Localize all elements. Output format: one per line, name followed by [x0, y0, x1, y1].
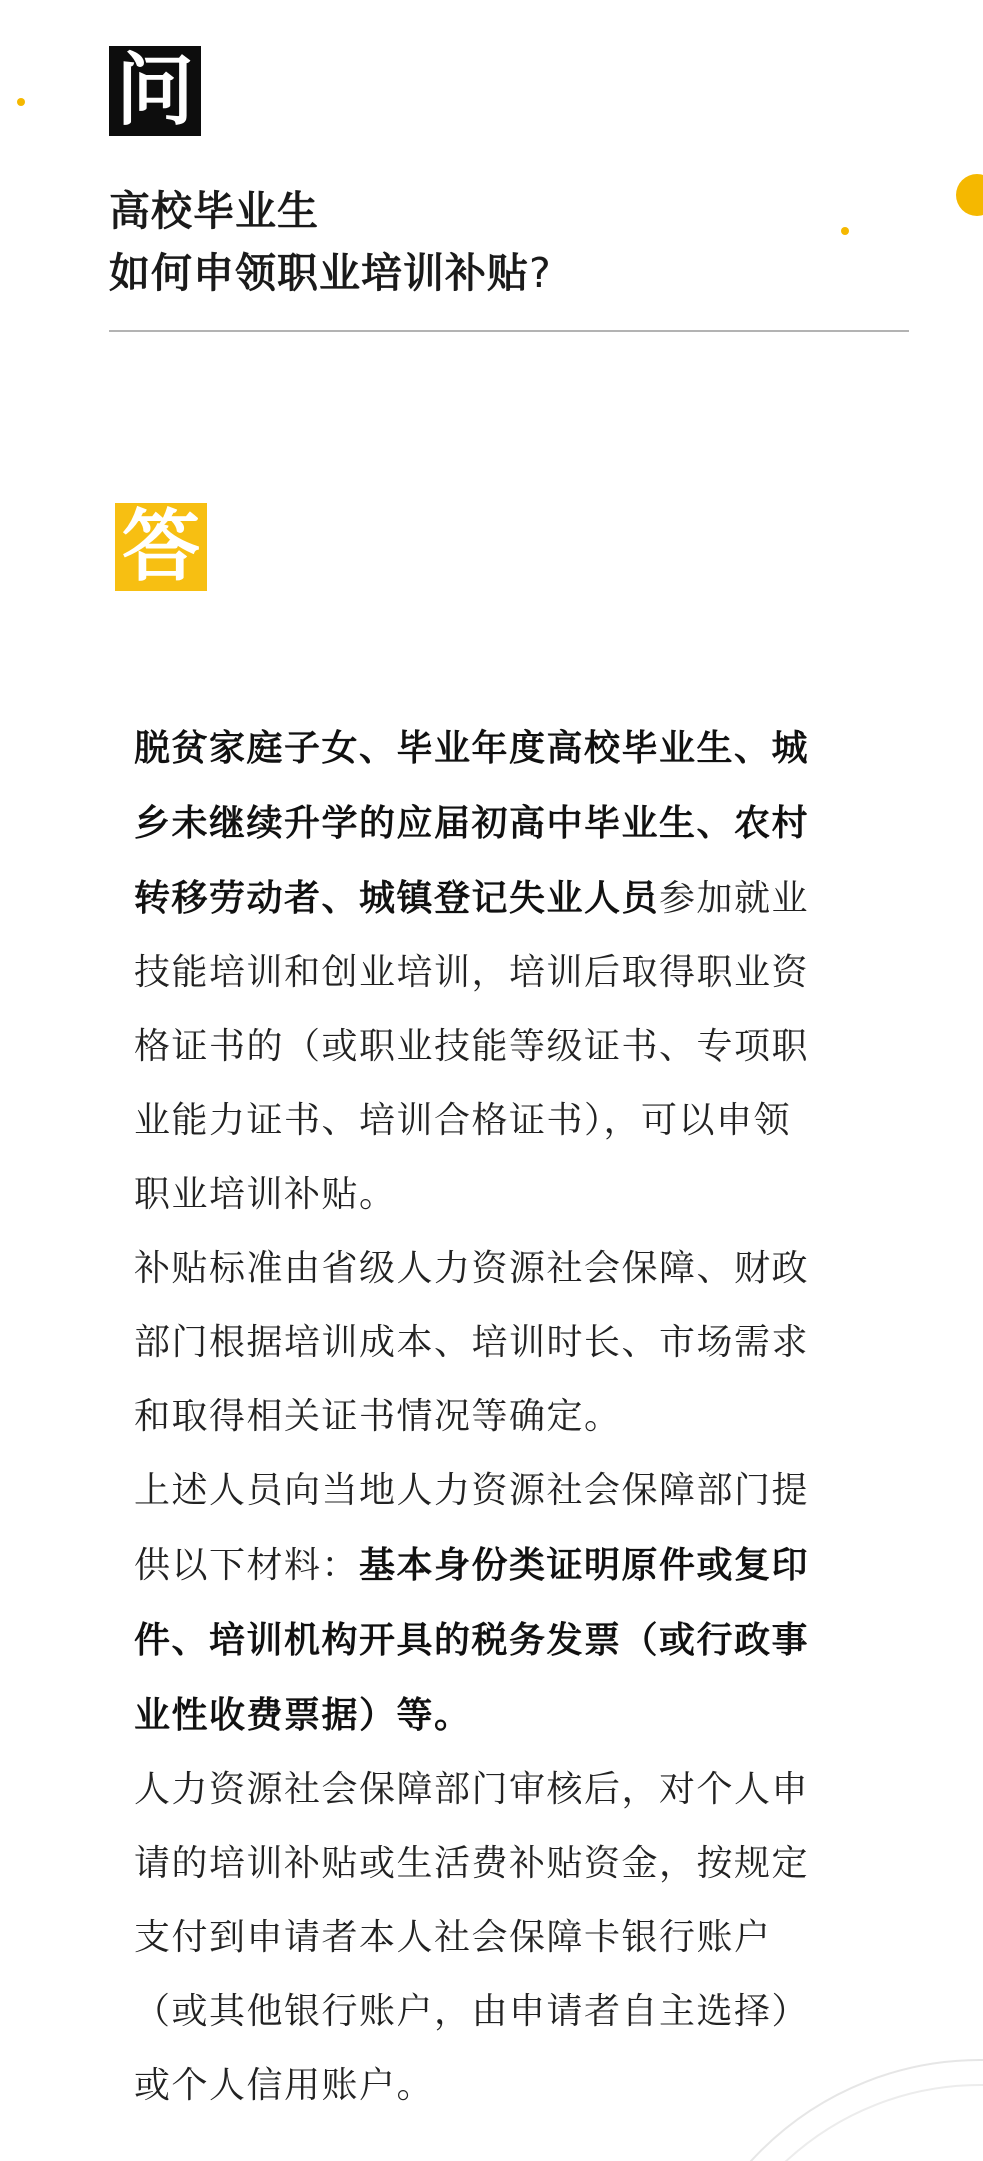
title-line-1: 高校毕业生: [109, 187, 319, 235]
paragraph-1-text: 参加就业技能培训和创业培训，培训后取得职业资格证书的（或职业技能等级证书、专项职业能力证书、培训合格证书），可以申领职业培训补贴。: [134, 878, 810, 1215]
answer-mark-glyph: 答: [121, 502, 200, 592]
answer-paragraph-4: 人力资源社会保障部门审核后，对个人申请的培训补贴或生活费补贴资金，按规定支付到申请者本人社会保障卡银行账户（或其他银行账户，由申请者自主选择）或个人信用账户。: [134, 1769, 810, 2106]
decor-circle: [956, 174, 983, 216]
answer-mark-badge: [115, 503, 207, 591]
title-line-2-text: 如何申领职业培训补贴: [109, 249, 529, 297]
answer-paragraph-1: [134, 711, 824, 1232]
answer-body: [134, 711, 824, 2123]
decor-dot: [841, 227, 849, 235]
page-title: [109, 180, 809, 304]
question-mark-glyph: 问: [115, 46, 194, 136]
answer-paragraph-2: 补贴标准由省级人力资源社会保障、财政部门根据培训成本、培训时长、市场需求和取得相关证书情况等确定。: [134, 1248, 810, 1437]
title-question-mark: ?: [529, 249, 552, 297]
title-line-2: [109, 242, 809, 304]
answer-paragraph-3: [134, 1454, 824, 1753]
question-mark-badge: [109, 46, 201, 136]
paragraph-3-lead: 上述人员向当地人力资源社会保障部门提供以下材料：: [134, 1470, 810, 1586]
required-materials: 基本身份类证明原件或复印件、培训机构开具的税务发票（或行政事业性收费票据）等。: [134, 1544, 810, 1736]
decor-dot: [17, 98, 25, 106]
divider: [109, 330, 909, 332]
eligible-groups: 脱贫家庭子女、毕业年度高校毕业生、城乡未继续升学的应届初高中毕业生、农村转移劳动者、城镇登记失业人员: [134, 727, 810, 919]
decor-arcs: [650, 2040, 983, 2161]
